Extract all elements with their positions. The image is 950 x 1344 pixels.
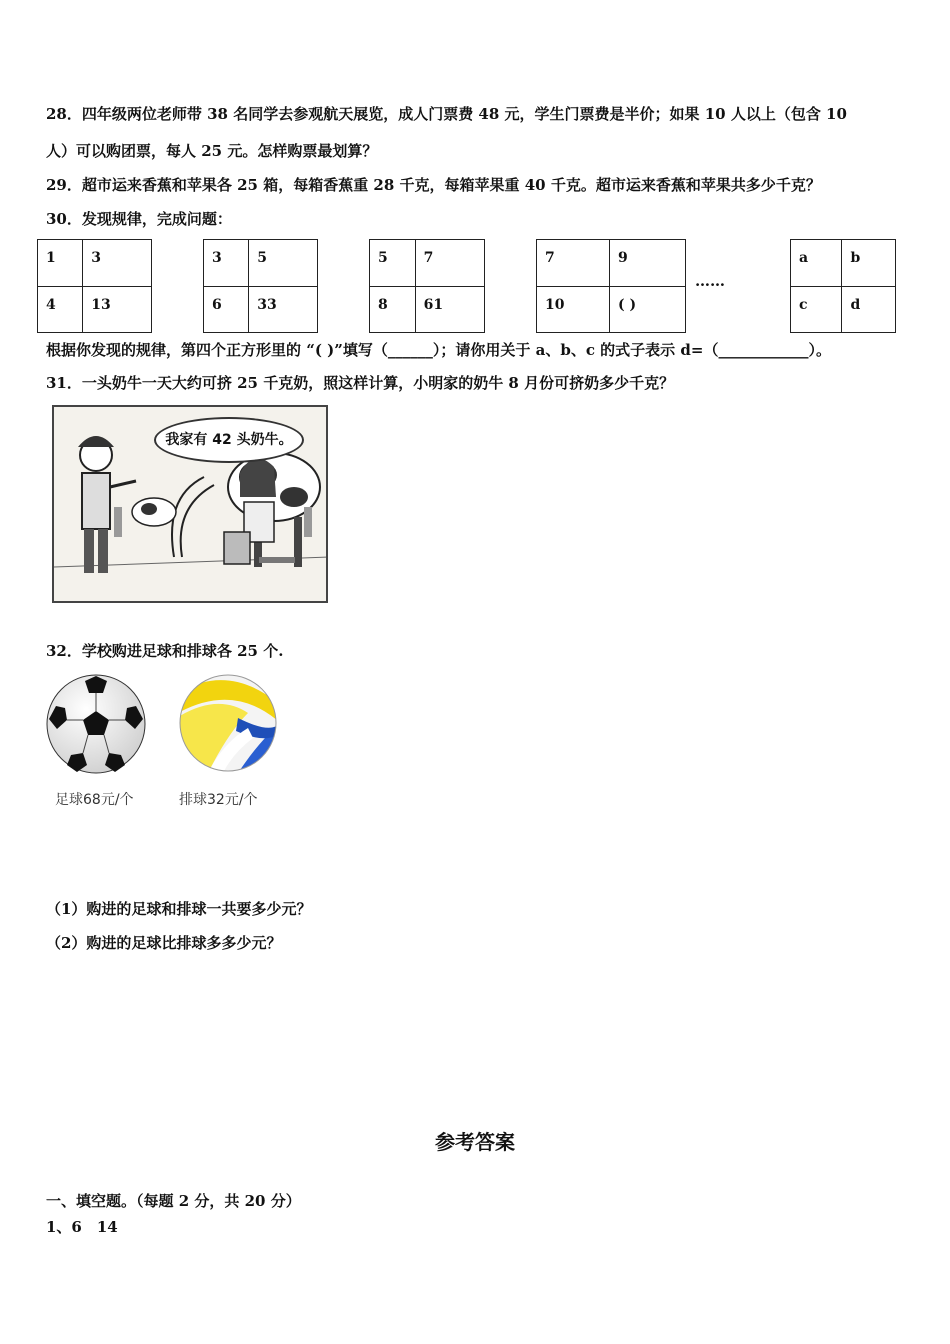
q32-sub1: （1）购进的足球和排球一共要多少元？ bbox=[46, 900, 312, 918]
q29: 29．超市运来香蕉和苹果各 25 箱，每箱香蕉重 28 千克，每箱苹果重 40 千克。超市运来香蕉和苹果共多少千克？ bbox=[46, 176, 821, 194]
square-4-br: ( ) bbox=[610, 287, 686, 333]
square-5 bbox=[790, 239, 896, 333]
q31-text: 31．一头奶牛一天大约可挤 25 千克奶，照这样计算，小明家的奶牛 8 月份可挤奶多少千克？ bbox=[46, 374, 675, 392]
q30-intro: 30．发现规律，完成问题： bbox=[46, 210, 232, 228]
q30-question: 根据你发现的规律，第四个正方形里的 “( )”填写（______）；请你用关于 a、b、c 的式子表示 d=（____________）。 bbox=[46, 341, 831, 359]
square-3 bbox=[369, 239, 485, 333]
square-1-tl: 1 bbox=[38, 240, 83, 287]
square-1-br: 13 bbox=[83, 287, 152, 333]
square-3-bl: 8 bbox=[370, 287, 416, 333]
q32-sub2: （2）购进的足球比排球多多少元？ bbox=[46, 934, 282, 952]
speech-bubble: 我家有 42 头奶牛。 bbox=[154, 417, 304, 463]
square-5-br: d bbox=[842, 287, 896, 333]
square-4 bbox=[536, 239, 686, 333]
square-1-tr: 3 bbox=[83, 240, 152, 287]
volleyball-icon bbox=[178, 673, 278, 773]
square-3-tr: 7 bbox=[415, 240, 484, 287]
q28-line1: 28．四年级两位老师带 38 名同学去参观航天展览，成人门票费 48 元，学生门票费是半价；如果 10 人以上（包含 10 bbox=[46, 105, 847, 123]
q32-text: 32．学校购进足球和排球各 25 个. bbox=[46, 642, 284, 660]
volleyball-price-label: 排球32元/个 bbox=[179, 792, 258, 808]
square-5-tr: b bbox=[842, 240, 896, 287]
answers-title: 参考答案 bbox=[435, 1130, 515, 1154]
square-2-br: 33 bbox=[249, 287, 318, 333]
ellipsis: …… bbox=[695, 272, 725, 290]
square-3-tl: 5 bbox=[370, 240, 416, 287]
square-4-tr: 9 bbox=[610, 240, 686, 287]
square-5-bl: c bbox=[791, 287, 842, 333]
square-3-br: 61 bbox=[415, 287, 484, 333]
answers-section: 一、填空题。（每题 2 分，共 20 分） bbox=[46, 1192, 301, 1210]
square-4-tl: 7 bbox=[537, 240, 610, 287]
square-4-bl: 10 bbox=[537, 287, 610, 333]
q28-line2: 人）可以购团票，每人 25 元。怎样购票最划算？ bbox=[46, 142, 378, 160]
answer-1: 1、6 14 bbox=[46, 1218, 118, 1236]
square-5-tl: a bbox=[791, 240, 842, 287]
square-2-tl: 3 bbox=[204, 240, 249, 287]
cow-milking-cartoon bbox=[52, 405, 328, 603]
square-2-bl: 6 bbox=[204, 287, 249, 333]
square-2-tr: 5 bbox=[249, 240, 318, 287]
soccer-price-label: 足球68元/个 bbox=[55, 792, 134, 808]
square-2 bbox=[203, 239, 318, 333]
square-1 bbox=[37, 239, 152, 333]
soccer-ball-icon bbox=[45, 673, 147, 775]
square-1-bl: 4 bbox=[38, 287, 83, 333]
